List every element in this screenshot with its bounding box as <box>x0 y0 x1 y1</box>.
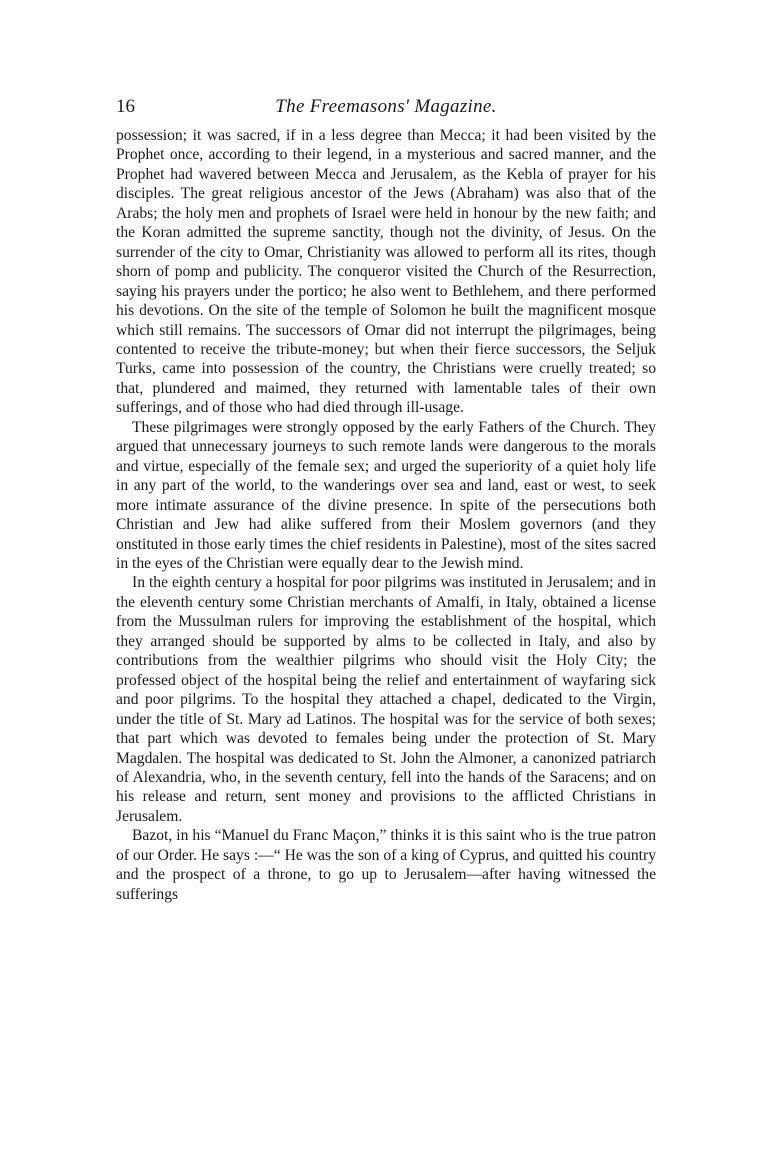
magazine-page <box>116 94 656 904</box>
running-title: The Freemasons' Magazine. <box>275 96 497 117</box>
paragraph-3: In the eighth century a hospital for poor pilgrims was instituted in Jerusalem; and in the eleventh century some Christian merchants of Amalfi, in Italy, obtained a license from the Mussulman rulers for improving the establishment of the hospital, which they arranged should be supported by alms to be collected in Italy, and also by contributions from the wealthier pilgrims who should visit the Holy City; the professed object of the hospital being the relief and entertainment of wayfaring sick and poor pilgrims. To the hospital they attached a chapel, dedicated to the Virgin, under the title of St. Mary ad Latinos. The hospital was for the service of both sexes; that part which was devoted to females being under the protection of St. Mary Magdalen. The hospital was dedicated to St. John the Almoner, a canonized patriarch of Alexandria, who, in the seventh century, fell into the hands of the Saracens; and on his release and return, sent money and provisions to the afflicted Christians in Jerusalem. <box>116 574 656 825</box>
page-header <box>116 94 656 122</box>
paragraph-2: These pilgrimages were strongly opposed by the early Fathers of the Church. They argued that unnecessary journeys to such remote lands were dangerous to the morals and virtue, especially of the female sex; and urged the superiority of a quiet holy life in any part of the world, to the wanderings over sea and land, east or west, to seek more intimate assurance of the divine presence. In spite of the persecutions both Christian and Jew had alike suffered from their Moslem governors (and they onstituted in those early times the chief residents in Palestine), most of the sites sacred in the eyes of the Christian were equally dear to the Jewish mind. <box>116 418 656 572</box>
paragraph-4: Bazot, in his “Manuel du Franc Maçon,” thinks it is this saint who is the true patron of our Order. He says :—“ He was the son of a king of Cyprus, and quitted his country and the prospect of a throne, to go up to Jerusalem—after having witnessed the sufferings <box>116 827 656 903</box>
article-body <box>116 126 656 904</box>
paragraph-1: possession; it was sacred, if in a less degree than Mecca; it had been visited by the Prophet once, according to their legend, in a mysterious and sacred manner, and the Prophet had wavered between Mecca and Jerusalem, as the Kebla of prayer for his disciples. The great religious ancestor of the Jews (Abraham) was also that of the Arabs; the holy men and prophets of Israel were held in honour by the new faith; and the Koran admitted the supreme sanctity, though not the divinity, of Jesus. On the surrender of the city to Omar, Christianity was allowed to perform all its rites, though shorn of pomp and publicity. The conqueror visited the Church of the Resurrection, saying his prayers under the portico; he also went to Bethlehem, and there performed his devotions. On the site of the temple of Solomon he built the magnificent mosque which still remains. The successors of Omar did not interrupt the pilgrimages, being contented to receive the tribute-money; but when their fierce successors, the Seljuk Turks, came into possession of the country, the Christians were cruelly treated; so that, plundered and maimed, they returned with lamentable tales of their own sufferings, and of those who had died through ill-usage. <box>116 127 656 417</box>
page-number: 16 <box>116 96 135 117</box>
